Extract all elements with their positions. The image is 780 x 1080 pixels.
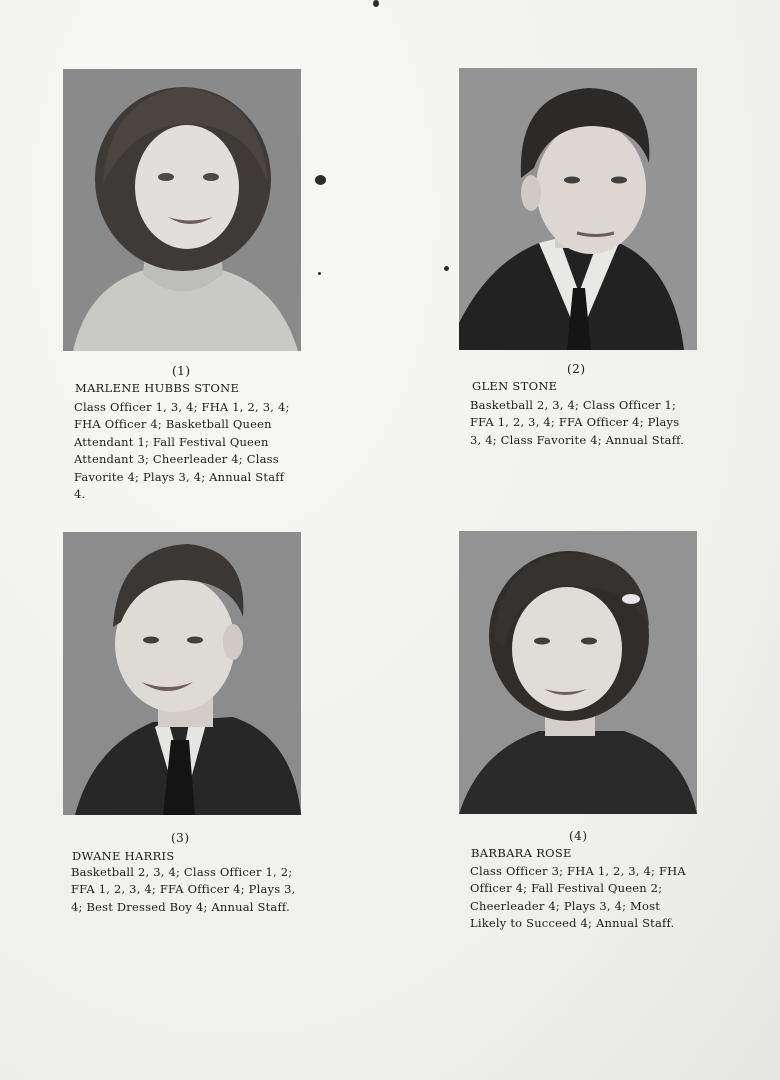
student-number: (1): [172, 364, 191, 378]
student-name: DWANE HARRIS: [72, 849, 175, 863]
student-activities: Class Officer 1, 3, 4; FHA 1, 2, 3, 4; FHA Officer 4; Basketball Queen Attendant 1; Fall Festival Queen Attendant 3; Cheerleader 4; Class Favorite 4; Plays 3, 4; Annual Staff 4.: [74, 400, 290, 502]
portrait-photo-2: [459, 68, 697, 350]
student-activities: Basketball 2, 3, 4; Class Officer 1; FFA 1, 2, 3, 4; FFA Officer 4; Plays 3, 4; Class Favorite 4; Annual Staff.: [470, 398, 685, 447]
ink-speck: [315, 175, 326, 185]
ink-speck: [373, 0, 379, 7]
student-activities: Class Officer 3; FHA 1, 2, 3, 4; FHA Officer 4; Fall Festival Queen 2; Cheerleader 4; Plays 3, 4; Most Likely to Succeed 4; Annual Staff.: [470, 864, 686, 931]
ink-speck: [444, 266, 449, 271]
portrait-photo-4: [459, 531, 697, 814]
student-activities: Basketball 2, 3, 4; Class Officer 1, 2; FFA 1, 2, 3, 4; FFA Officer 4; Plays 3, 4; Best Dressed Boy 4; Annual Staff.: [71, 865, 296, 914]
student-name: BARBARA ROSE: [471, 846, 572, 860]
student-number: (4): [569, 829, 588, 843]
ink-speck: [318, 272, 321, 275]
portrait-photo-1: [63, 69, 301, 351]
student-number: (2): [567, 362, 586, 376]
student-number: (3): [171, 831, 190, 845]
student-name: MARLENE HUBBS STONE: [75, 381, 240, 395]
student-name: GLEN STONE: [472, 379, 558, 393]
portrait-photo-3: [63, 532, 301, 815]
